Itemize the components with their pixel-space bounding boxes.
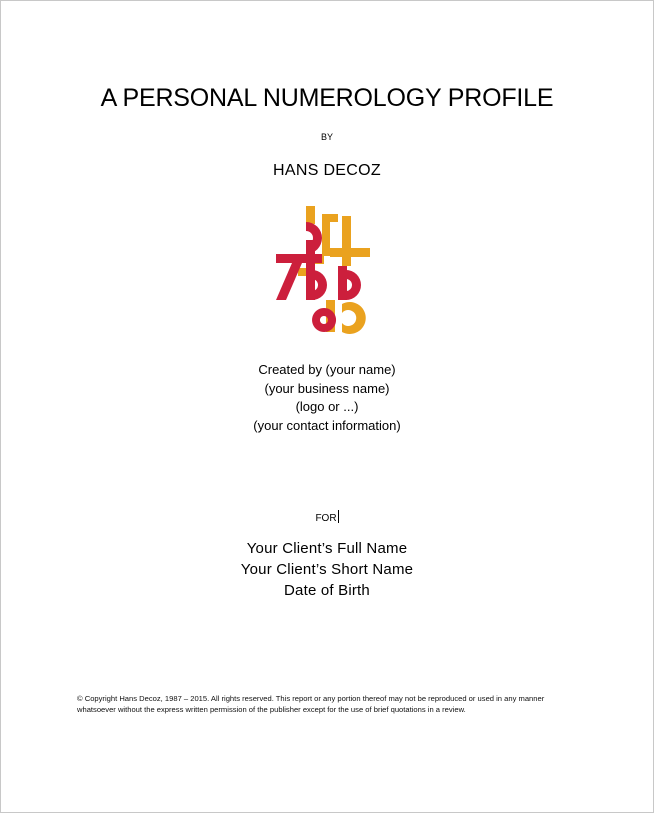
client-short-name: Your Client’s Short Name xyxy=(240,561,414,578)
logo-line: (logo or ...) xyxy=(295,399,359,414)
business-name-line: (your business name) xyxy=(264,380,390,396)
text-cursor xyxy=(338,510,339,523)
for-label: FOR xyxy=(315,513,337,524)
contact-info-line: (your contact information) xyxy=(253,417,401,433)
document-title: A PERSONAL NUMEROLOGY PROFILE xyxy=(100,84,554,112)
creator-name-line: Created by (your name) xyxy=(258,362,396,377)
creator-info xyxy=(0,361,654,435)
author-name: HANS DECOZ xyxy=(273,162,381,179)
for-label-row[interactable] xyxy=(0,510,654,524)
client-date-of-birth: Date of Birth xyxy=(284,582,370,599)
by-label: BY xyxy=(320,132,333,142)
numerology-logo-icon xyxy=(270,204,382,334)
client-info xyxy=(0,538,654,601)
copyright-notice: © Copyright Hans Decoz, 1987 – 2015. All rights reserved. This report or any portion thereof may not be reproduced or used in any manner whatsoever without the express written permission of the publisher except for the use of brief quotations in a review. xyxy=(77,694,545,714)
client-full-name: Your Client’s Full Name xyxy=(246,540,408,557)
